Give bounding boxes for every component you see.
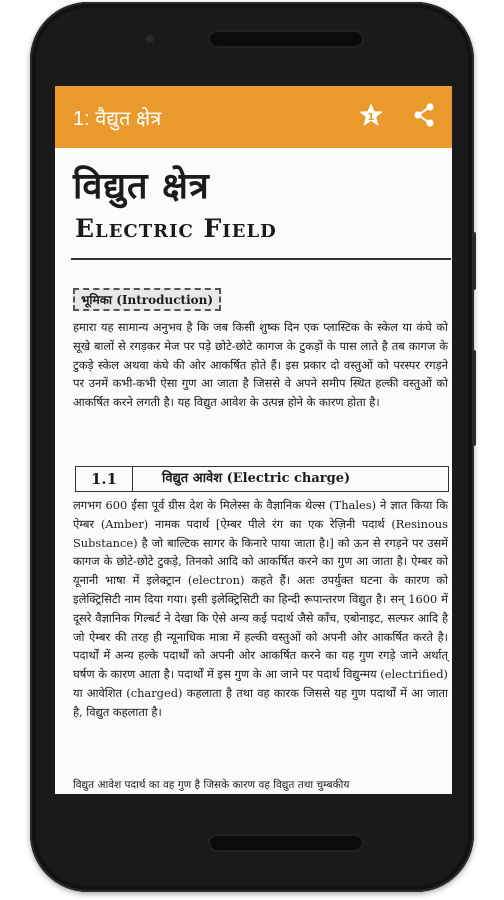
scanned-page xyxy=(55,148,452,794)
share-icon[interactable] xyxy=(412,102,436,128)
star-icon[interactable] xyxy=(358,102,384,128)
chapter-title-hindi: विद्युत क्षेत्र xyxy=(73,165,210,207)
app-bar xyxy=(55,86,452,148)
intro-paragraph: हमारा यह सामान्य अनुभव है कि जब किसी शुष्क दिन एक प्लास्टिक के स्केल या कंघे को सूखे बालों से रगड़कर मेज पर पड़े छोटे-छोटे कागज के टुकड़ों के पास लाते है तब कागज के टुकड़े स्केल अथवा कंघे की ओर आकर्षित होते हैं। इस प्रकार दो वस्तुओं को परस्पर रगड़ने पर उनमें कभी-कभी ऐसा गुण आ जाता है जिससे वे अपने समीप स्थित हल्की वस्तुओं को आकर्षित करने लगती है। यह विद्युत आवेश के उत्पन्न होने के कारण होता है। xyxy=(73,320,448,410)
title-divider xyxy=(71,258,451,260)
section-number: 1.1 xyxy=(76,467,133,491)
camera-dot xyxy=(146,35,154,43)
section-paragraph: लगभग 600 ईसा पूर्व ग्रीस देश के मिलेस्स के वैज्ञानिक थेल्स (Thales) ने ज्ञात किया कि ऐम्बर (Amber) नामक पदार्थ [ऐम्बर पीले रंग का एक रेज़िनी पदार्थ (Resinous Substance) है जो बाल्टिक सागर के किनारे पाया जाता है।] को ऊन से रगड़ने पर उसमें कागज के छोटे-छोटे टुकड़े, तिनको आदि को आकर्षित करने का गुण आ जाता है। ऐम्बर को यूनानी भाषा में इलेक्ट्रान (electron) कहते हैं। अतः उपर्युक्त घटना के कारण को इलेक्ट्रिसिटी नाम दिया गया। इसी इलेक्ट्रिसिटी का हिन्दी रूपान्तरण विद्युत है। सन् 1600 में दूसरे वैज्ञानिक गिल्बर्ट ने देखा कि ऐसे अन्य कई पदार्थ जैसे काँच, एबोनाइट, सल्फर आदि है जो ऐम्बर की तरह ही न्यूनाधिक मात्रा में हल्की वस्तुओं को अपनी ओर आकर्षित करते है। पदार्थों में अन्य हल्के पदार्थों को अपनी ओर आकर्षित करने का यह गुण रगड़े जाने अर्थात् घर्षण के कारण आता है। पदार्थों में इस गुण के आ जाने पर पदार्थ विद्युन्मय (electrified) या आवेशित (charged) कहलाता है तथा वह कारक जिससे यह गुण पदार्थों में आ जाता है, विद्युत कहलाता है। xyxy=(73,498,448,719)
intro-heading: भूमिका (Introduction) xyxy=(73,288,221,311)
screen xyxy=(55,86,452,794)
power-button[interactable] xyxy=(472,232,476,290)
app-title: 1: वैद्युत क्षेत्र xyxy=(73,108,162,130)
bottom-speaker xyxy=(208,834,364,852)
section-title: विद्युत आवेश (Electric charge) xyxy=(162,471,351,486)
top-speaker xyxy=(208,30,364,48)
chapter-title-english: Electric Field xyxy=(75,214,277,243)
trailing-line: विद्युत आवेश पदार्थ का वह गुण है जिसके कारण वह विद्युत तथा चुम्बकीय xyxy=(73,779,350,791)
star-badge: 1 xyxy=(367,112,375,123)
section-heading-box xyxy=(75,466,449,492)
volume-button[interactable] xyxy=(472,350,476,446)
